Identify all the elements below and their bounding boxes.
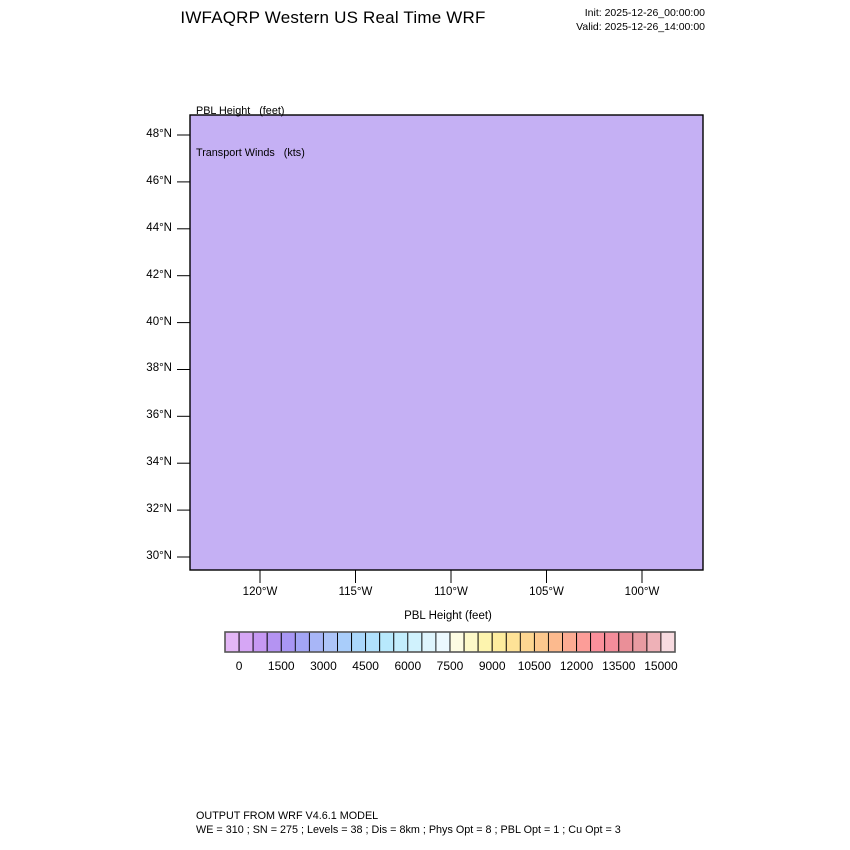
colorbar-cell <box>647 632 661 652</box>
colorbar <box>225 632 675 652</box>
colorbar-cell <box>225 632 239 652</box>
colorbar-title: PBL Height (feet) <box>404 610 492 622</box>
colorbar-cell <box>591 632 605 652</box>
colorbar-tick-label: 12000 <box>559 659 594 673</box>
lon-tick-label: 115°W <box>338 586 373 598</box>
colorbar-cell <box>661 632 675 652</box>
colorbar-cell <box>309 632 323 652</box>
lat-tick-label: 38°N <box>146 362 172 375</box>
lat-tick-label: 30°N <box>146 550 172 562</box>
colorbar-cell <box>323 632 337 652</box>
colorbar-cell <box>478 632 492 652</box>
colorbar-cell <box>366 632 380 652</box>
colorbar-cell <box>563 632 577 652</box>
lat-tick-label: 44°N <box>146 221 172 234</box>
lat-tick-label: 36°N <box>146 409 172 422</box>
colorbar-cell <box>380 632 394 652</box>
init-time: Init: 2025-12-26_00:00:00 <box>584 7 705 19</box>
colorbar-cell <box>619 632 633 652</box>
field-title: PBL Height (feet) <box>196 105 285 117</box>
colorbar-cell <box>295 632 309 652</box>
colorbar-tick-label: 6000 <box>394 659 422 673</box>
colorbar-tick-label: 4500 <box>352 659 379 673</box>
colorbar-cell <box>422 632 436 652</box>
colorbar-cell <box>253 632 267 652</box>
lat-tick-label: 42°N <box>146 268 172 281</box>
colorbar-cell <box>267 632 281 652</box>
page-title: IWFAQRP Western US Real Time WRF <box>180 8 486 27</box>
lat-tick-label: 48°N <box>146 128 172 140</box>
lon-tick-label: 105°W <box>529 586 564 598</box>
colorbar-tick-label: 7500 <box>436 659 464 673</box>
colorbar-cell <box>338 632 352 652</box>
colorbar-cell <box>633 632 647 652</box>
colorbar-tick-label: 10500 <box>517 659 552 673</box>
footer-line2: WE = 310 ; SN = 275 ; Levels = 38 ; Dis = 8km ; Phys Opt = 8 ; PBL Opt = 1 ; Cu Opt = 3 <box>196 823 621 836</box>
colorbar-cell <box>394 632 408 652</box>
colorbar-cell <box>577 632 591 652</box>
footer-line1: OUTPUT FROM WRF V4.6.1 MODEL <box>196 810 379 822</box>
valid-time: Valid: 2025-12-26_14:00:00 <box>576 20 705 33</box>
colorbar-cell <box>464 632 478 652</box>
colorbar-cell <box>506 632 520 652</box>
lat-tick-label: 32°N <box>146 503 172 516</box>
colorbar-tick-label: 0 <box>235 659 243 673</box>
lat-tick-label: 40°N <box>146 315 172 328</box>
lon-tick-label: 120°W <box>242 586 278 598</box>
field-labels <box>196 76 305 188</box>
colorbar-cell <box>548 632 562 652</box>
colorbar-cell <box>408 632 422 652</box>
lon-tick-label: 110°W <box>434 586 468 598</box>
colorbar-tick-label: 15000 <box>644 659 678 673</box>
colorbar-cell <box>520 632 534 652</box>
colorbar-tick-label: 3000 <box>310 659 337 673</box>
colorbar-tick-label: 9000 <box>478 659 506 673</box>
colorbar-cell <box>492 632 506 652</box>
colorbar-tick-label: 1500 <box>267 659 295 673</box>
run-times <box>505 7 705 34</box>
colorbar-cell <box>605 632 619 652</box>
colorbar-cell <box>239 632 253 652</box>
colorbar-tick-label: 13500 <box>602 659 636 673</box>
wind-title: Transport Winds (kts) <box>196 147 305 159</box>
lat-tick-label: 46°N <box>146 174 172 187</box>
model-footer <box>196 810 621 837</box>
colorbar-cell <box>281 632 295 652</box>
colorbar-cell <box>450 632 464 652</box>
colorbar-cell <box>534 632 548 652</box>
lat-tick-label: 34°N <box>146 456 172 469</box>
colorbar-cell <box>352 632 366 652</box>
colorbar-cell <box>436 632 450 652</box>
lon-tick-label: 100°W <box>624 586 660 598</box>
